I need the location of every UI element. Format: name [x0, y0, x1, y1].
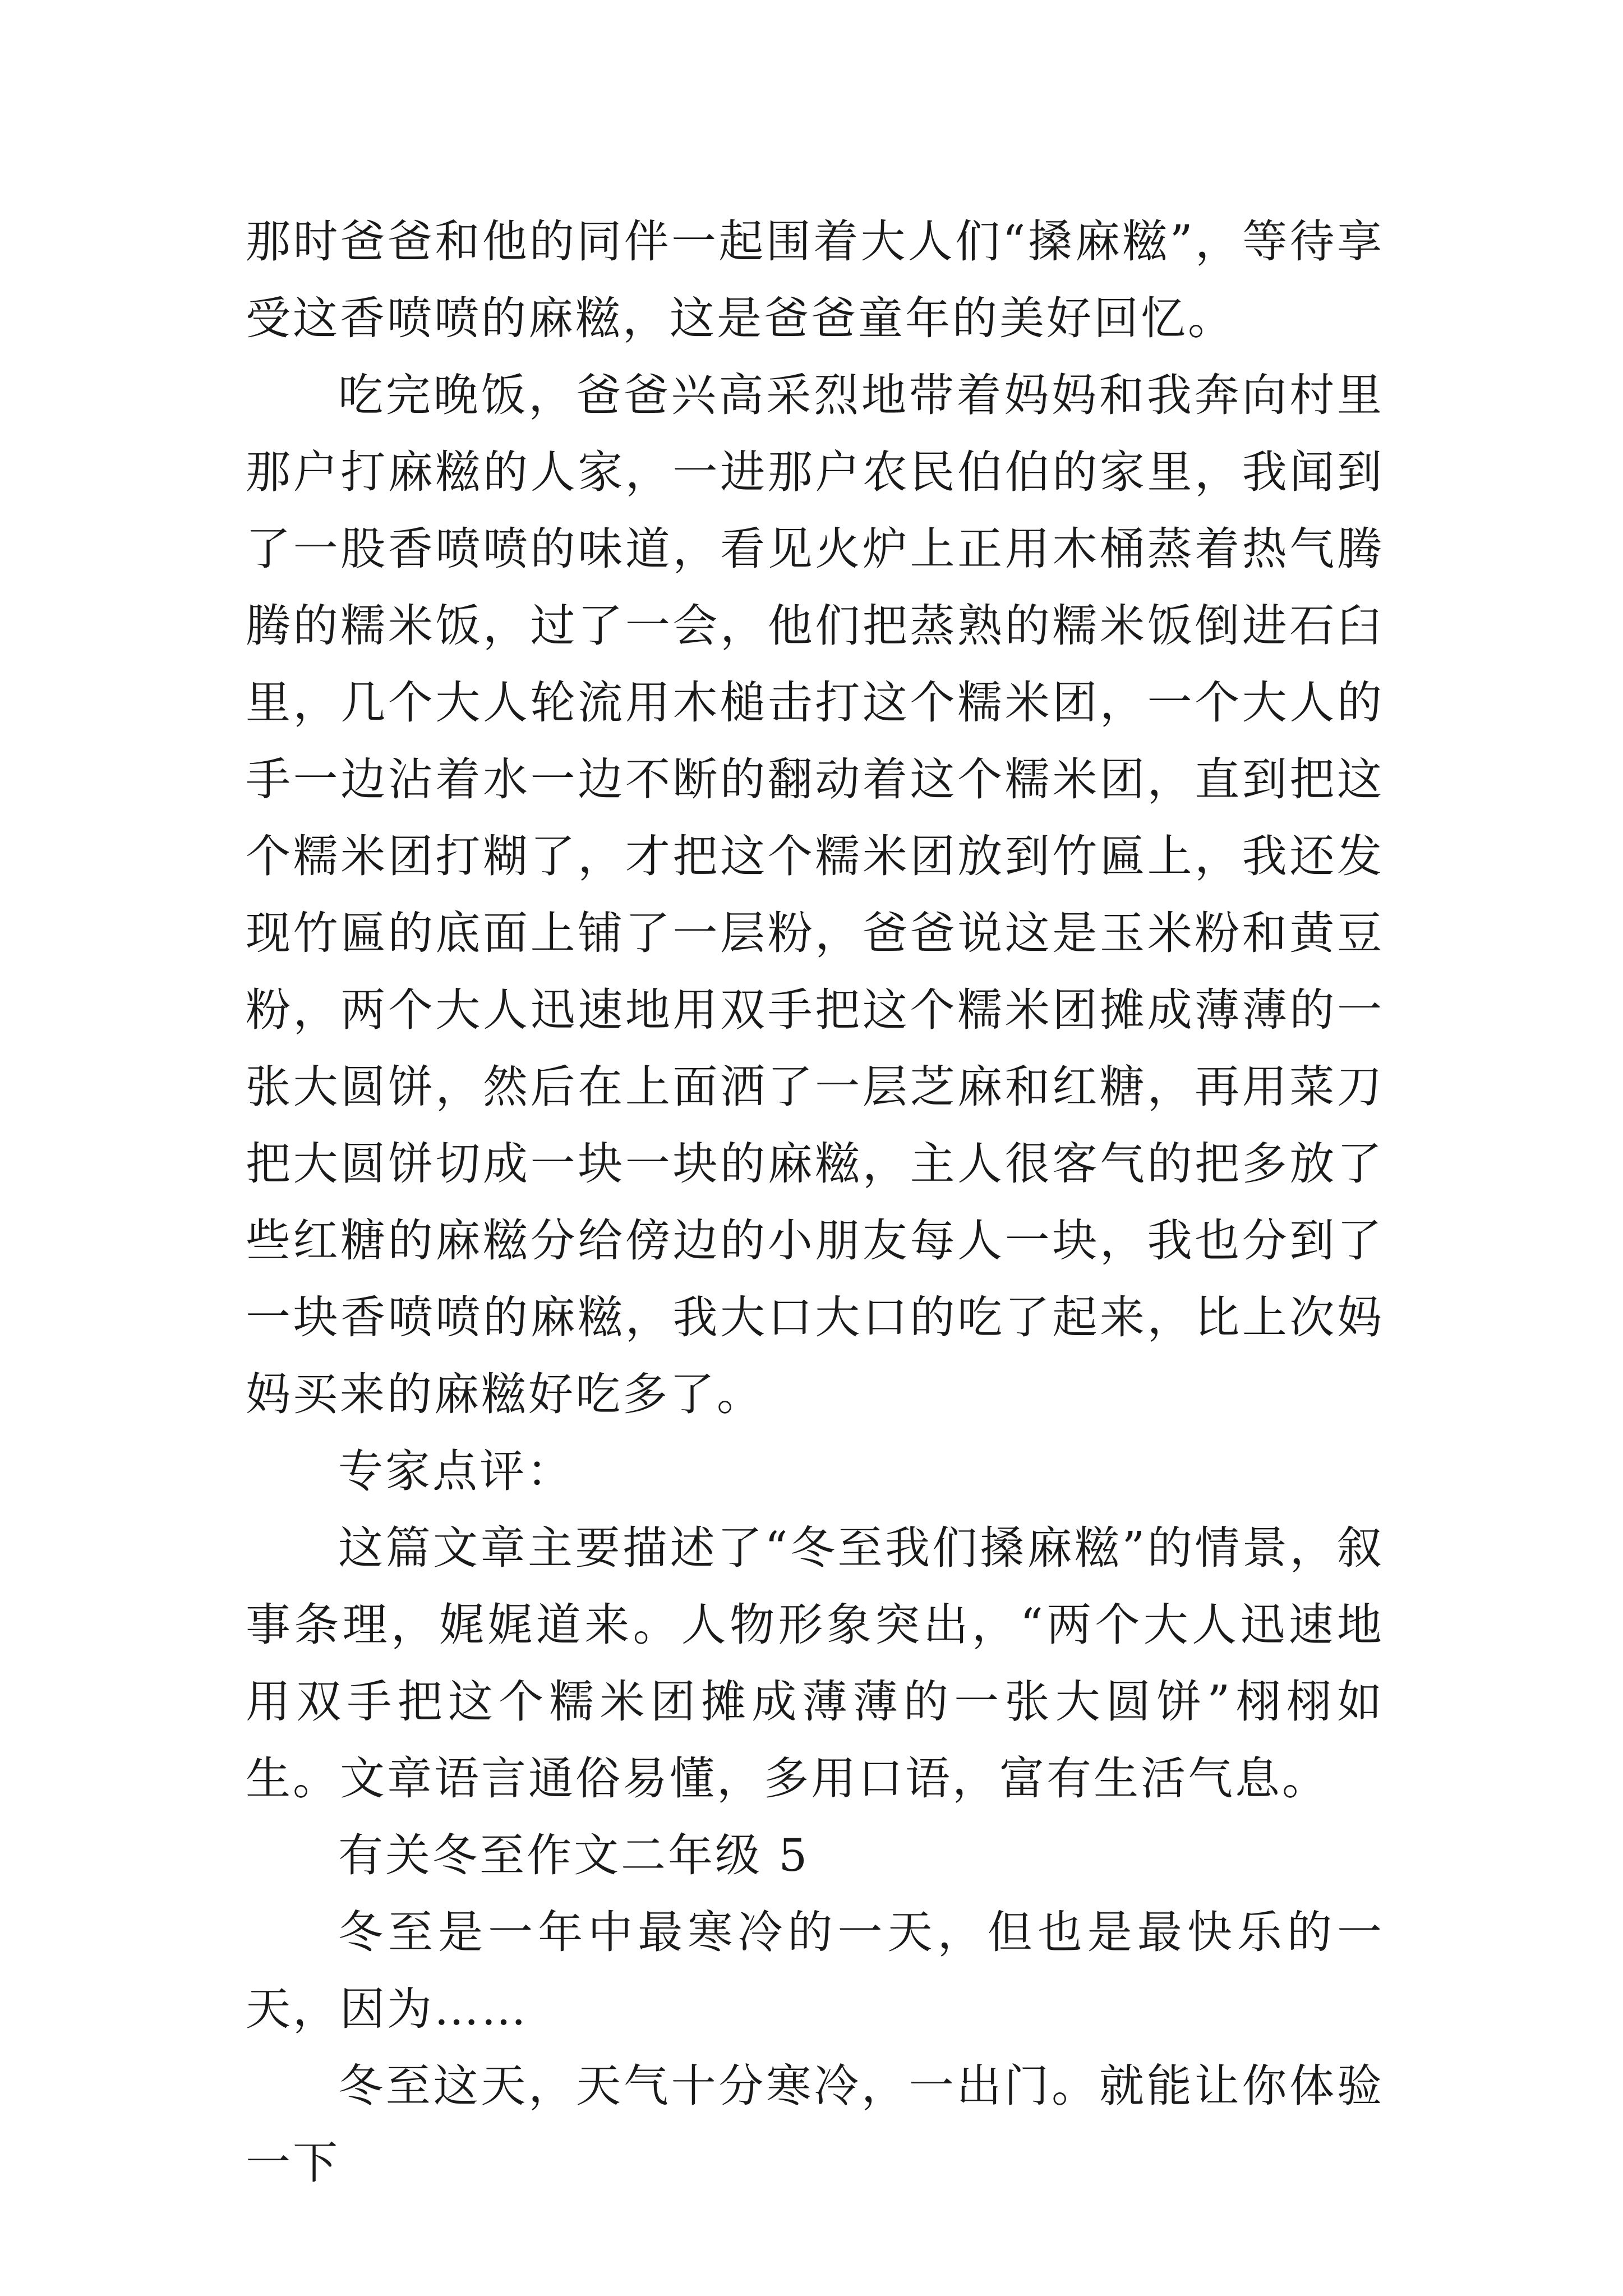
paragraph-winter-solstice-cold: 冬至这天，天气十分寒冷，一出门。就能让你体验一下	[246, 2060, 1384, 2189]
paragraph-expert-review-label: 专家点评：	[338, 1445, 574, 1497]
paragraph-making-maci: 吃完晚饭，爸爸兴高采烈地带着妈妈和我奔向村里那户打麻糍的人家，一进那户农民伯伯的家里，我闻到了一股香喷喷的味道，看见火炉上正用木桶蒸着热气腾腾的糯米饭，过了一会，他们把蒸熟的糯米饭倒进石臼里，几个大人轮流用木槌击打这个糯米团，一个大人的手一边沾着水一边不断的翻动着这个糯米团，直到把这个糯米团打糊了，才把这个糯米团放到竹匾上，我还发现竹匾的底面上铺了一层粉，爸爸说这是玉米粉和黄豆粉，两个大人迅速地用双手把这个糯米团摊成薄薄的一张大圆饼，然后在上面洒了一层芝麻和红糖，再用菜刀把大圆饼切成一块一块的麻糍，主人很客气的把多放了些红糖的麻糍分给傍边的小朋友每人一块，我也分到了一块香喷喷的麻糍，我大口大口的吃了起来，比上次妈妈买来的麻糍好吃多了。	[246, 369, 1384, 1420]
document-body	[246, 203, 1384, 2201]
paragraph-winter-solstice-intro: 冬至是一年中最寒冷的一天，但也是最快乐的一天，因为……	[246, 1906, 1384, 2035]
paragraph-childhood-memory: 那时爸爸和他的同伴一起围着大人们“搡麻糍”，等待享受这香喷喷的麻糍，这是爸爸童年的美好回忆。	[246, 215, 1384, 344]
section-heading: 有关冬至作文二年级 5	[338, 1829, 810, 1881]
paragraph-expert-review: 这篇文章主要描述了“冬至我们搡麻糍”的情景，叙事条理，娓娓道来。人物形象突出，“两个大人迅速地用双手把这个糯米团摊成薄薄的一张大圆饼”栩栩如生。文章语言通俗易懂，多用口语，富有生活气息。	[246, 1522, 1384, 1805]
